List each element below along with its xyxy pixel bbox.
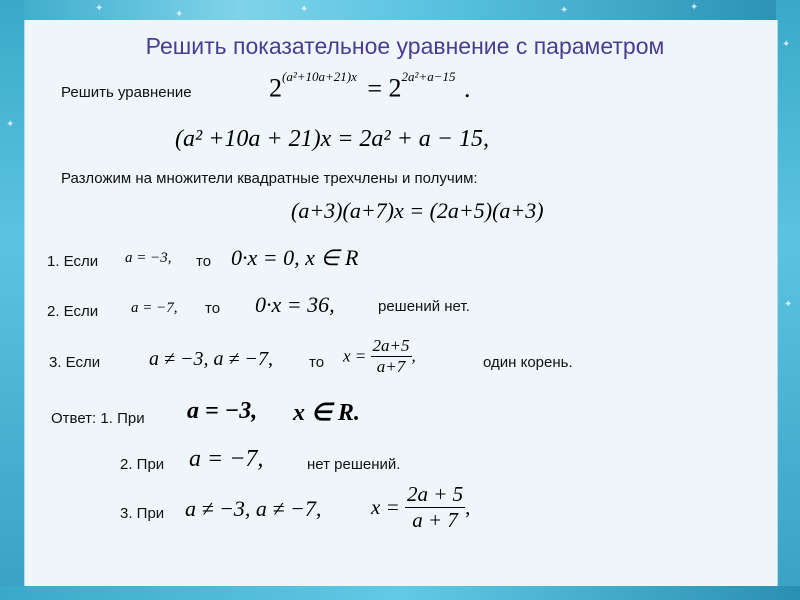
answer-label: Ответ: 1. При (51, 410, 145, 427)
case1-condition: a = −3, (125, 250, 172, 266)
factor-text: Разложим на множители квадратные трехчлены и получим: (61, 170, 478, 187)
frame-left (0, 0, 24, 600)
answer-case2-condition: a = −7, (189, 446, 264, 472)
case3-x-eq: x = (343, 346, 367, 366)
frame-top (0, 0, 800, 20)
case2-then: то (205, 300, 221, 317)
answer-case3-fraction (405, 482, 465, 533)
sparkle-decoration: ✦ (560, 5, 569, 16)
case1-result: 0·x = 0, x ∈ R (231, 245, 359, 270)
answer-case1-condition: a = −3, (187, 398, 258, 424)
answer-case3-formula (371, 482, 470, 533)
case1-then: то (196, 253, 212, 270)
frame-bottom (0, 586, 800, 600)
case3-note: один корень. (483, 354, 573, 371)
sparkle-decoration: ✦ (175, 9, 184, 20)
slide-title: Решить показательное уравнение с параметром (145, 33, 665, 59)
slide (24, 20, 778, 586)
main-equation (269, 68, 471, 104)
case3-condition: a ≠ −3, a ≠ −7, (149, 348, 273, 370)
answer-case3-tail: , (465, 495, 471, 519)
case2-condition: a = −7, (131, 300, 178, 316)
case1-label: 1. Если (47, 253, 99, 270)
step1-equation: (a² +10a + 21)x = 2a² + a − 15, (175, 126, 490, 152)
answer-case3-condition: a ≠ −3, a ≠ −7, (185, 496, 322, 521)
case3-tail: , (411, 346, 416, 366)
sparkle-decoration: ✦ (300, 4, 309, 15)
step2-equation: (a+3)(a+7)x = (2a+5)(a+3) (291, 198, 544, 223)
sparkle-decoration: ✦ (782, 39, 791, 50)
case2-note: решений нет. (378, 298, 470, 315)
answer-case3-denominator: a + 7 (412, 508, 458, 532)
case3-formula (343, 336, 416, 377)
equation-base: 2 (269, 73, 282, 103)
answer-case3-label: 3. При (120, 505, 165, 522)
equation-rhs-base: 2 (388, 73, 402, 103)
answer-case3-x-eq: x = (371, 495, 400, 519)
equation-rhs-exponent: 2a²+a−15 (401, 69, 456, 84)
case2-result: 0·x = 36, (255, 292, 335, 317)
equation-left-exponent: (a²+10a+21)x (282, 69, 357, 84)
sparkle-decoration: ✦ (6, 119, 15, 130)
answer-case2-result: нет решений. (307, 456, 401, 473)
answer-case1-result: x ∈ R. (293, 400, 360, 426)
answer-case3-numerator: 2a + 5 (407, 482, 464, 506)
case3-numerator: 2a+5 (372, 336, 410, 355)
case3-fraction (371, 336, 412, 377)
sparkle-decoration: ✦ (95, 3, 104, 14)
case2-label: 2. Если (47, 303, 99, 320)
task-label: Решить уравнение (61, 84, 192, 101)
answer-case2-label: 2. При (120, 456, 165, 473)
case3-label: 3. Если (49, 354, 101, 371)
case3-denominator: a+7 (376, 357, 406, 376)
sparkle-decoration: ✦ (784, 299, 793, 310)
equation-end: . (464, 73, 471, 103)
sparkle-decoration: ✦ (690, 2, 699, 13)
equation-equals: = (367, 73, 383, 103)
case3-then: то (309, 354, 325, 371)
